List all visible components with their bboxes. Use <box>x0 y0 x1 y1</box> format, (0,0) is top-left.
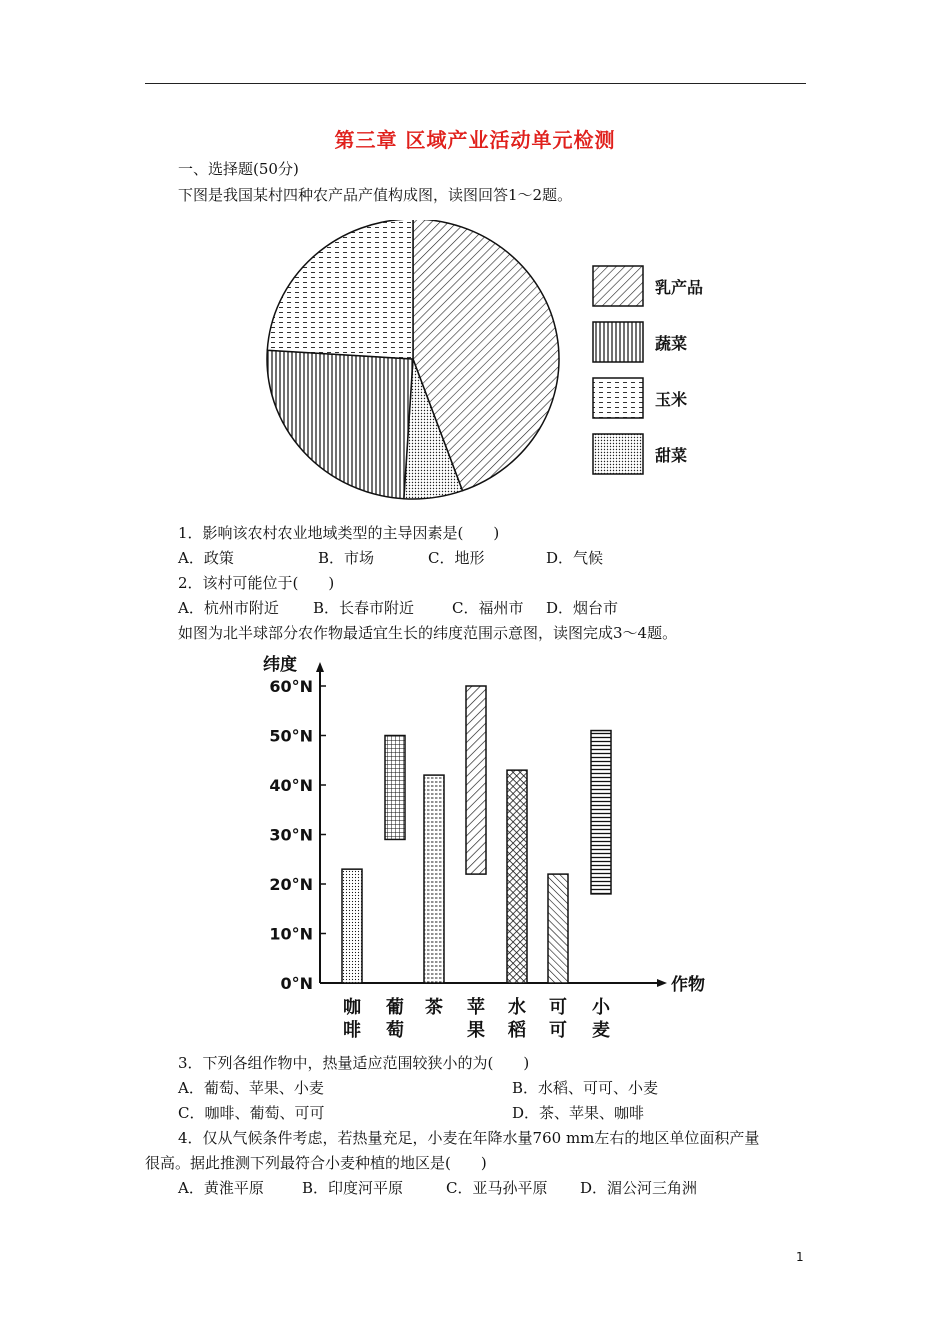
page-number: 1 <box>796 1250 804 1264</box>
q1-stem: 1．影响该农村农业地域类型的主导因素是( ) <box>178 524 500 542</box>
header-rule <box>145 83 806 84</box>
intro-text-2: 如图为北半球部分农作物最适宜生长的纬度范围示意图，读图完成3～4题。 <box>178 624 678 642</box>
category-label-grape: 萄 <box>386 1020 404 1041</box>
q1-option-c[interactable]: C．地形 <box>428 549 485 567</box>
latitude-chart <box>255 648 735 1043</box>
y-axis-label: 纬度 <box>263 655 297 675</box>
q3-option-b[interactable]: B．水稻、可可、小麦 <box>512 1079 659 1097</box>
y-tick-label: 20°N <box>269 875 313 894</box>
legend-label-corn: 玉米 <box>655 390 688 409</box>
intro-text-1: 下图是我国某村四种农产品产值构成图，读图回答1～2题。 <box>178 186 573 204</box>
category-label-tea: 茶 <box>425 997 443 1018</box>
q3-option-d[interactable]: D．茶、苹果、咖啡 <box>512 1104 645 1122</box>
legend-swatch-corn <box>593 378 643 418</box>
category-label-apple: 苹 <box>467 997 485 1018</box>
q1-option-d[interactable]: D．气候 <box>546 549 604 567</box>
category-label-apple: 果 <box>467 1020 485 1041</box>
bar-wheat <box>591 731 611 894</box>
category-label-wheat: 小 <box>592 997 610 1018</box>
category-label-coffee: 咖 <box>343 997 361 1018</box>
category-label-cocoa: 可 <box>549 1020 567 1041</box>
legend-label-sugar-beet: 甜菜 <box>655 446 688 465</box>
category-label-coffee: 啡 <box>343 1020 361 1041</box>
legend-label-vegetables: 蔬菜 <box>655 334 688 353</box>
q3-option-a[interactable]: A．葡萄、苹果、小麦 <box>178 1079 324 1097</box>
pie-slice-vegetables <box>267 350 413 499</box>
q4-option-b[interactable]: B．印度河平原 <box>302 1179 404 1197</box>
legend-swatch-dairy <box>593 266 643 306</box>
q3-stem: 3．下列各组作物中，热量适应范围较狭小的为( ) <box>178 1054 530 1072</box>
category-label-cocoa: 可 <box>549 997 567 1018</box>
pie-chart <box>255 220 735 510</box>
q2-option-b[interactable]: B．长春市附近 <box>313 599 415 617</box>
category-label-grape: 葡 <box>386 997 404 1018</box>
q4-option-a[interactable]: A．黄淮平原 <box>178 1179 264 1197</box>
bar-apple <box>466 686 486 874</box>
pie-slice-corn <box>267 220 413 359</box>
legend-label-dairy: 乳产品 <box>655 278 704 297</box>
section-heading: 一、选择题(50分) <box>178 160 299 178</box>
q4-option-d[interactable]: D．湄公河三角洲 <box>580 1179 698 1197</box>
bar-rice <box>507 770 527 983</box>
q2-option-c[interactable]: C．福州市 <box>452 599 524 617</box>
category-label-rice: 水 <box>508 997 526 1018</box>
y-axis-arrow <box>316 662 324 672</box>
y-tick-label: 40°N <box>269 776 313 795</box>
x-axis-arrow <box>657 979 667 987</box>
y-tick-label: 50°N <box>269 726 313 746</box>
category-label-wheat: 麦 <box>592 1020 610 1041</box>
y-tick-label: 60°N <box>269 677 313 696</box>
q2-stem: 2．该村可能位于( ) <box>178 574 335 592</box>
q2-option-a[interactable]: A．杭州市附近 <box>178 599 279 617</box>
q4-stem-line2: 很高。据此推测下列最符合小麦种植的地区是( ) <box>145 1154 487 1172</box>
bar-cocoa <box>548 874 568 983</box>
legend-swatch-vegetables <box>593 322 643 362</box>
category-label-rice: 稻 <box>508 1020 526 1041</box>
q1-option-a[interactable]: A．政策 <box>178 549 234 567</box>
page-title: 第三章 区域产业活动单元检测 <box>334 128 616 152</box>
bar-tea <box>424 775 444 983</box>
q1-option-b[interactable]: B．市场 <box>318 549 375 567</box>
y-tick-label: 30°N <box>269 825 313 845</box>
q2-option-d[interactable]: D．烟台市 <box>546 599 619 617</box>
q3-option-c[interactable]: C．咖啡、葡萄、可可 <box>178 1104 325 1122</box>
bar-grape <box>385 736 405 840</box>
q4-stem-line1: 4．仅从气候条件考虑，若热量充足，小麦在年降水量760 mm左右的地区单位面积产量 <box>178 1129 760 1147</box>
bar-coffee <box>342 869 362 983</box>
y-tick-label: 0°N <box>280 974 313 993</box>
y-tick-label: 10°N <box>269 924 313 944</box>
q4-option-c[interactable]: C．亚马孙平原 <box>446 1179 548 1197</box>
x-axis-label: 作物 <box>671 975 705 995</box>
legend-swatch-sugar-beet <box>593 434 643 474</box>
